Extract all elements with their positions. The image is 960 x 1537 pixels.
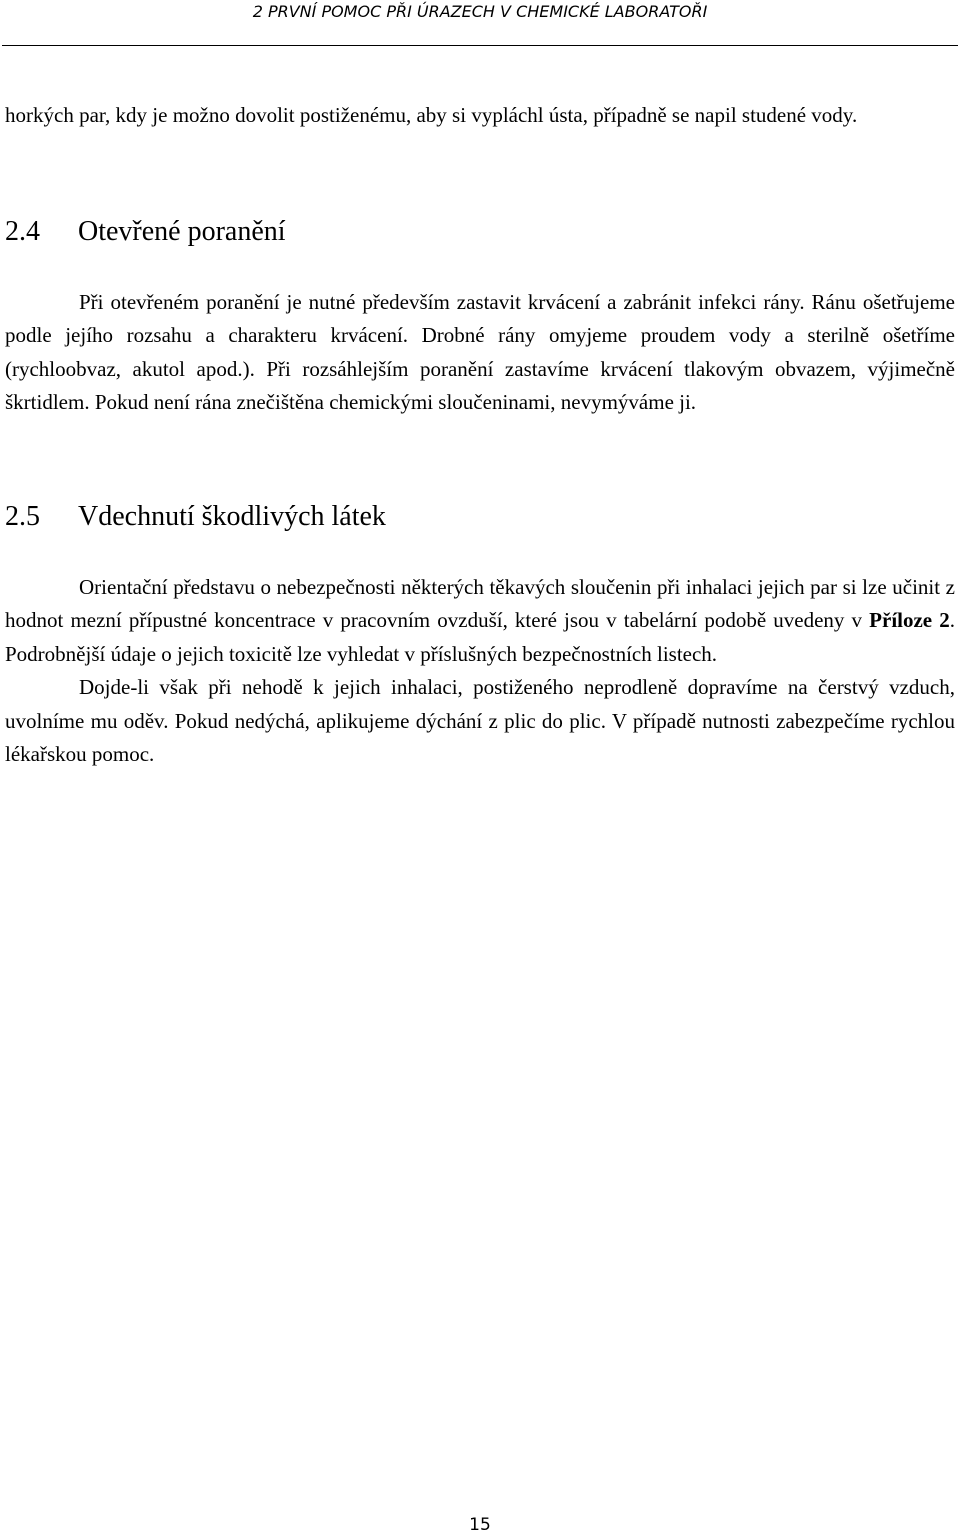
page-content bbox=[5, 99, 955, 772]
section-number: 2.5 bbox=[5, 500, 40, 532]
paragraph-text: Orientační představu o nebezpečnosti některých těkavých sloučenin při inhalaci jejich par si lze učinit z hodnot mezní přípustné koncentrace v pracovním ovzduší, které jsou v tabelární podobě uvedeny v bbox=[5, 574, 955, 632]
paragraph-text: . Podrobnější údaje o jejich toxicitě lze vyhledat v příslušných bezpečnostních listech. bbox=[5, 608, 955, 666]
section-2-4-paragraph: Při otevřeném poranění je nutné především zastavit krvácení a zabránit infekci rány. Ránu ošetřujeme podle jejího rozsahu a charakteru krvácení. Drobné rány omyjeme proudem vody a sterilně ošetříme (rychloobvaz, akutol apod.). Při rozsáhlejším poranění zastavíme krvácení tlakovým obvazem, výjimečně škrtidlem. Pokud není rána znečištěna chemickými sloučeninami, nevymýváme ji. bbox=[5, 289, 955, 414]
section-heading-2-4 bbox=[5, 214, 955, 250]
section-title: Otevřené poranění bbox=[78, 215, 286, 247]
section-heading-2-5 bbox=[5, 499, 955, 535]
header-divider bbox=[2, 45, 958, 46]
intro-paragraph: horkých par, kdy je možno dovolit postiženému, aby si vypláchl ústa, případně se napil studené vody. bbox=[5, 103, 858, 127]
page-number: 15 bbox=[469, 1515, 491, 1535]
running-header: 2 PRVNÍ POMOC PŘI ÚRAZECH V CHEMICKÉ LABORATOŘI bbox=[252, 2, 708, 21]
section-title: Vdechnutí škodlivých látek bbox=[78, 500, 386, 532]
appendix-reference: Příloze 2 bbox=[869, 608, 950, 632]
section-2-5-paragraph-1 bbox=[5, 571, 955, 672]
section-2-5-paragraph-2: Dojde-li však při nehodě k jejich inhalaci, postiženého neprodleně dopravíme na čerstvý vzduch, uvolníme mu oděv. Pokud nedýchá, aplikujeme dýchání z plic do plic. V případě nutnosti zabezpečíme rychlou lékařskou pomoc. bbox=[5, 675, 955, 766]
section-number: 2.4 bbox=[5, 215, 40, 247]
